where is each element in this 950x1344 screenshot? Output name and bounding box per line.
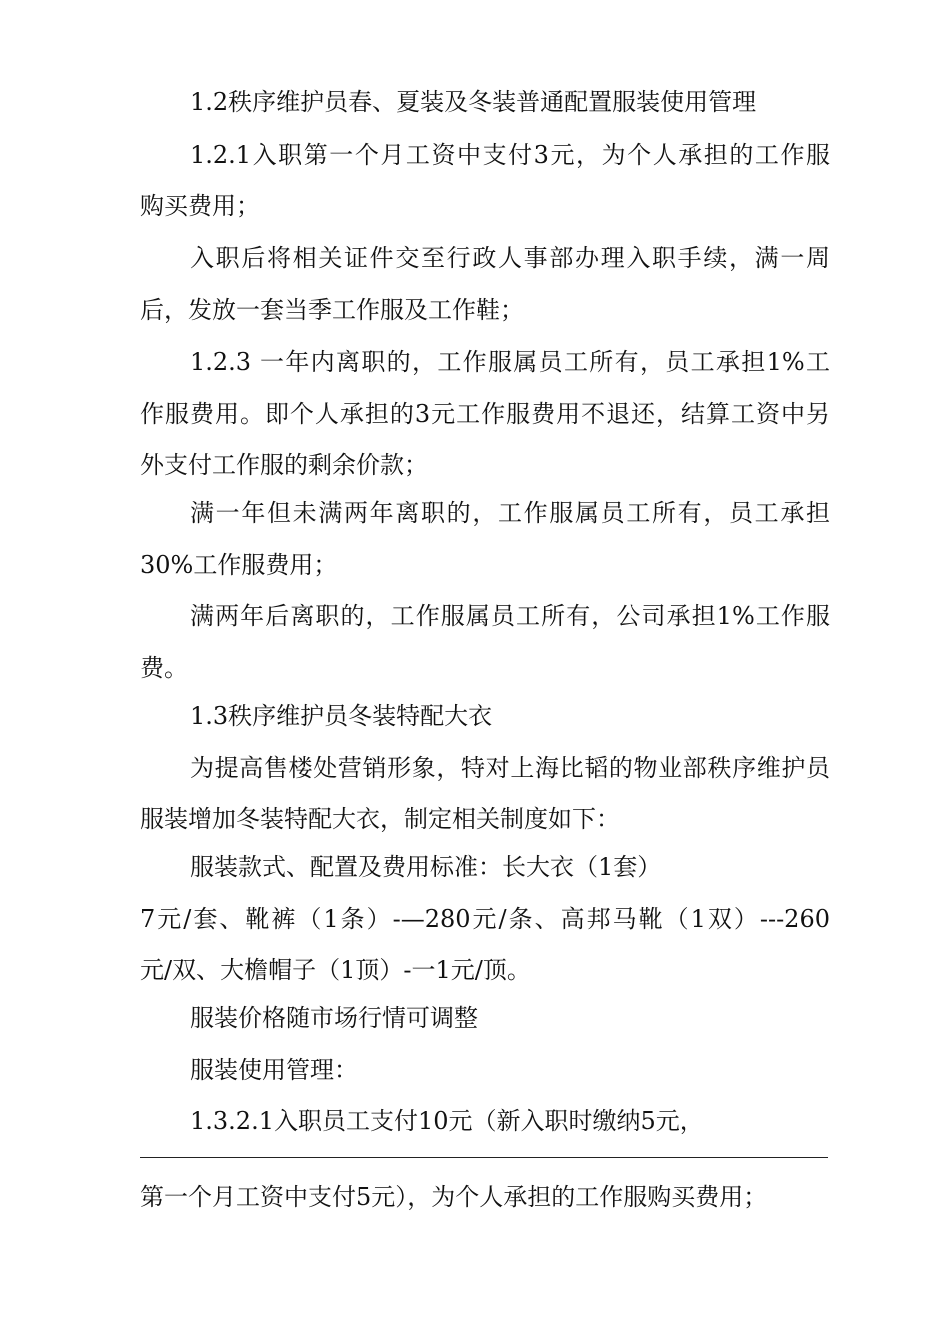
paragraph-line: 满一年但未满两年离职的，工作服属员工所有，员工承担	[190, 499, 830, 527]
paragraph-line: 服装使用管理：	[190, 1056, 358, 1084]
paragraph-line: 外支付工作服的剩余价款；	[140, 451, 428, 479]
paragraph-line: 购买费用；	[140, 192, 260, 220]
paragraph-line: 服装价格随市场行情可调整	[190, 1004, 478, 1032]
footnote-divider	[140, 1157, 828, 1158]
paragraph-line: 30%工作服费用；	[140, 551, 338, 579]
paragraph-line: 服装增加冬装特配大衣，制定相关制度如下：	[140, 805, 620, 833]
paragraph-line: 7元/套、靴裤（1条）-—280元/条、高邦马靴（1双）---260	[140, 905, 830, 933]
paragraph-line: 元/双、大檐帽子（1顶）-一1元/顶。	[140, 956, 531, 984]
paragraph-line: 1.3.2.1入职员工支付10元（新入职时缴纳5元，	[190, 1107, 704, 1135]
paragraph-line: 作服费用。即个人承担的3元工作服费用不退还，结算工资中另	[140, 400, 830, 428]
footnote-line: 第一个月工资中支付5元），为个人承担的工作服购买费用；	[140, 1183, 768, 1211]
paragraph-line: 1.2.3 一年内离职的，工作服属员工所有，员工承担1%工	[190, 348, 830, 376]
paragraph-line: 后，发放一套当季工作服及工作鞋；	[140, 296, 524, 324]
paragraph-line: 入职后将相关证件交至行政人事部办理入职手续，满一周	[190, 244, 830, 272]
paragraph-line: 满两年后离职的，工作服属员工所有，公司承担1%工作服	[190, 602, 830, 630]
paragraph-line: 费。	[140, 654, 188, 682]
paragraph-line: 1.2.1入职第一个月工资中支付3元，为个人承担的工作服	[190, 141, 830, 169]
heading-1-3: 1.3秩序维护员冬装特配大衣	[190, 702, 493, 730]
paragraph-line: 为提高售楼处营销形象，特对上海比韬的物业部秩序维护员	[190, 754, 830, 782]
paragraph-line: 服装款式、配置及费用标准：长大衣（1套）	[190, 853, 662, 881]
heading-1-2: 1.2秩序维护员春、夏装及冬装普通配置服装使用管理	[190, 88, 757, 116]
